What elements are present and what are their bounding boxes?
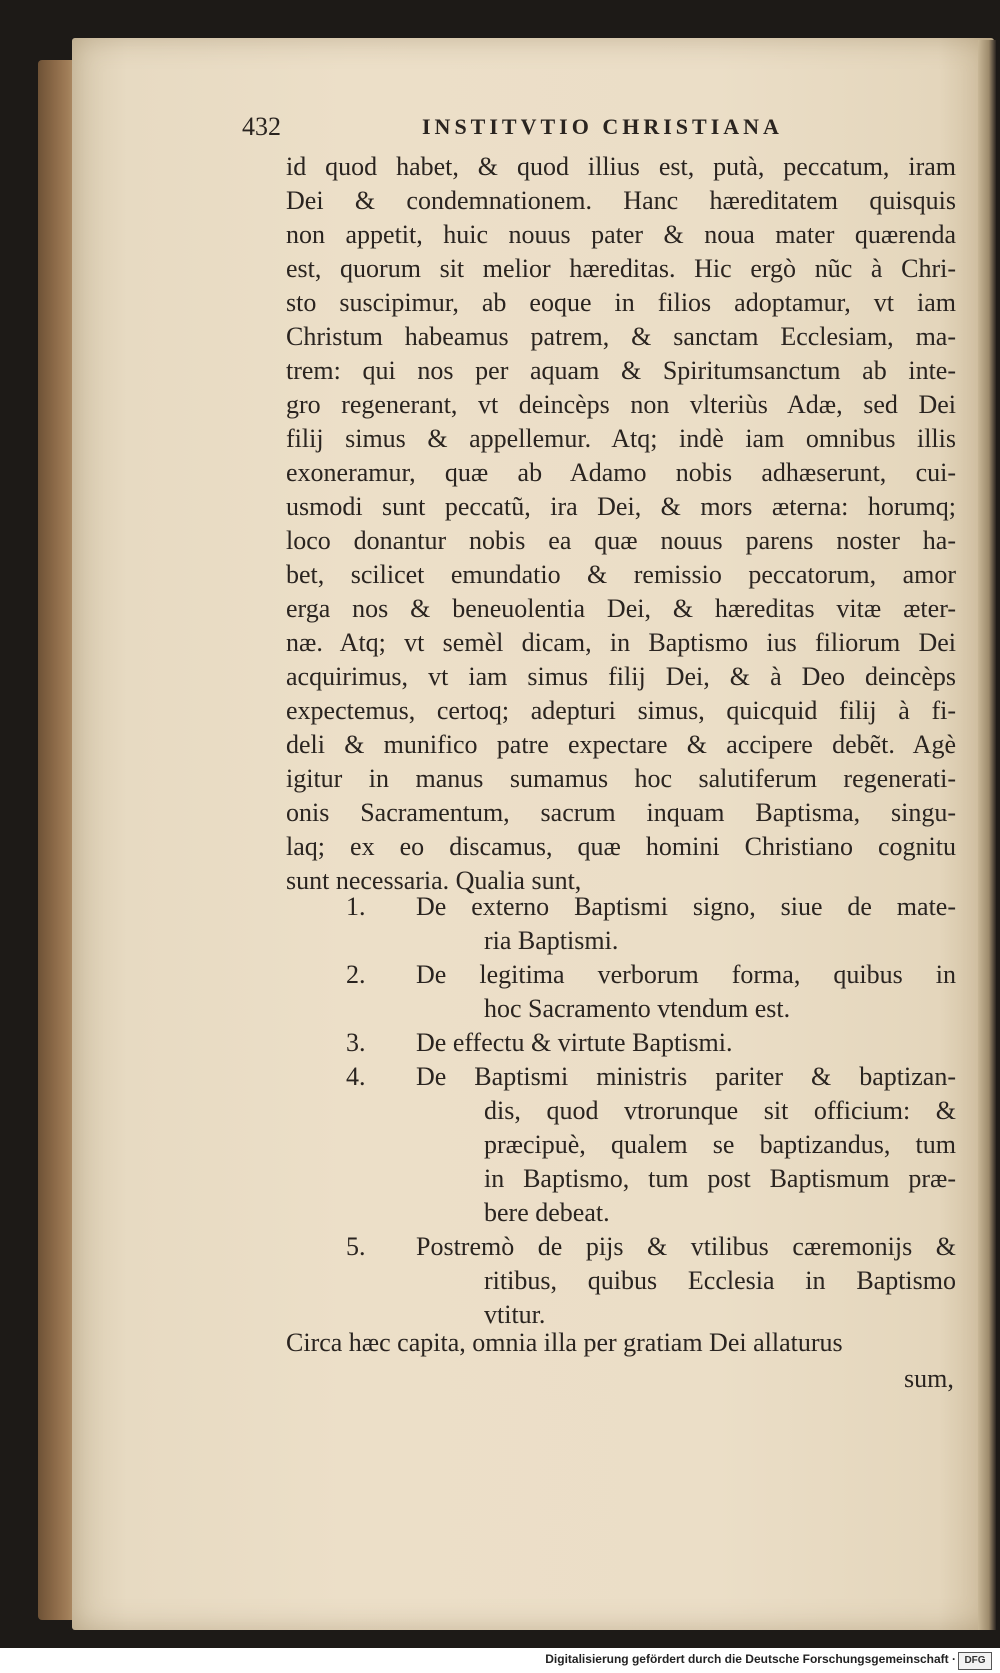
body-line: sto suscipimur, ab eoque in filios adoptamur, vt iam	[286, 288, 956, 317]
dfg-logo-icon: DFG	[958, 1652, 992, 1670]
body-line: trem: qui nos per aquam & Spiritumsanctum ab inte-	[286, 356, 956, 385]
closing-text	[286, 1326, 966, 1360]
body-line: Dei & condemnationem. Hanc hæreditatem quisquis	[286, 186, 956, 215]
body-line: acquirimus, vt iam simus filij Dei, & à Deo deincèps	[286, 662, 956, 691]
list-item-line: vtitur.	[484, 1300, 546, 1329]
body-line: igitur in manus sumamus hoc salutiferum regenerati-	[286, 764, 956, 793]
body-line: filij simus & appellemur. Atq; indè iam omnibus illis	[286, 424, 956, 453]
chapter-list	[286, 890, 966, 1332]
body-line: id quod habet, & quod illius est, putà, peccatum, iram	[286, 152, 956, 181]
running-title: INSTITVTIO CHRISTIANA	[422, 114, 783, 139]
page-gutter-edge	[978, 40, 996, 1630]
list-item	[286, 958, 966, 1026]
body-line: est, quorum sit melior hæreditas. Hic ergò nũc à Chri-	[286, 254, 956, 283]
body-line: gro regenerant, vt deincèps non vlteriùs Adæ, sed Dei	[286, 390, 956, 419]
catchword: sum,	[904, 1364, 954, 1393]
list-item-line: præcipuè, qualem se baptizandus, tum	[484, 1130, 956, 1159]
funding-credit: Digitalisierung gefördert durch die Deutsche Forschungsgemeinschaft ·	[545, 1652, 956, 1666]
closing-line: Circa hæc capita, omnia illa per gratiam Dei allaturus	[286, 1328, 843, 1357]
list-item-line: dis, quod vtrorunque sit officium: &	[484, 1096, 956, 1125]
body-line: onis Sacramentum, sacrum inquam Baptisma, singu-	[286, 798, 956, 827]
body-line: expectemus, certoq; adepturi simus, quicquid filij à fi-	[286, 696, 956, 725]
list-item-line: in Baptismo, tum post Baptismum præ-	[484, 1164, 956, 1193]
body-line: laq; ex eo discamus, quæ homini Christiano cognitu	[286, 832, 956, 861]
list-item-line: bere debeat.	[484, 1198, 610, 1227]
list-item	[286, 890, 966, 958]
list-item-line: Postremò de pijs & vtilibus cæremonijs &	[416, 1232, 956, 1261]
body-line: næ. Atq; vt semèl dicam, in Baptismo ius filiorum Dei	[286, 628, 956, 657]
list-item	[286, 1060, 966, 1230]
list-item-line: ritibus, quibus Ecclesia in Baptismo	[484, 1266, 956, 1295]
list-item-line: De effectu & virtute Baptismi.	[416, 1028, 733, 1057]
body-line: sunt necessaria. Qualia sunt,	[286, 866, 582, 895]
list-item-number: 2.	[346, 960, 366, 989]
list-item	[286, 1230, 966, 1332]
body-line: Christum habeamus patrem, & sanctam Ecclesiam, ma-	[286, 322, 956, 351]
body-line: deli & munifico patre expectare & accipere debẽt. Agè	[286, 730, 956, 759]
body-line: erga nos & beneuolentia Dei, & hæreditas vitæ æter-	[286, 594, 956, 623]
body-line: bet, scilicet emundatio & remissio peccatorum, amor	[286, 560, 956, 589]
body-line: non appetit, huic nouus pater & noua mater quærenda	[286, 220, 956, 249]
body-line: exoneramur, quæ ab Adamo nobis adhæserunt, cui-	[286, 458, 956, 487]
list-item-line: ria Baptismi.	[484, 926, 619, 955]
body-text	[286, 150, 966, 898]
list-item	[286, 1026, 966, 1060]
list-item-line: De externo Baptismi signo, siue de mate-	[416, 892, 956, 921]
list-item-number: 3.	[346, 1028, 366, 1057]
list-item-number: 4.	[346, 1062, 366, 1091]
page-header	[242, 112, 942, 148]
list-item-number: 1.	[346, 892, 366, 921]
list-item-number: 5.	[346, 1232, 366, 1261]
body-line: loco donantur nobis ea quæ nouus parens noster ha-	[286, 526, 956, 555]
list-item-line: hoc Sacramento vtendum est.	[484, 994, 791, 1023]
list-item-line: De Baptismi ministris pariter & baptizan-	[416, 1062, 956, 1091]
list-item-line: De legitima verborum forma, quibus in	[416, 960, 956, 989]
body-line: usmodi sunt peccatũ, ira Dei, & mors æterna: horumq;	[286, 492, 956, 521]
page-number: 432	[242, 112, 281, 141]
